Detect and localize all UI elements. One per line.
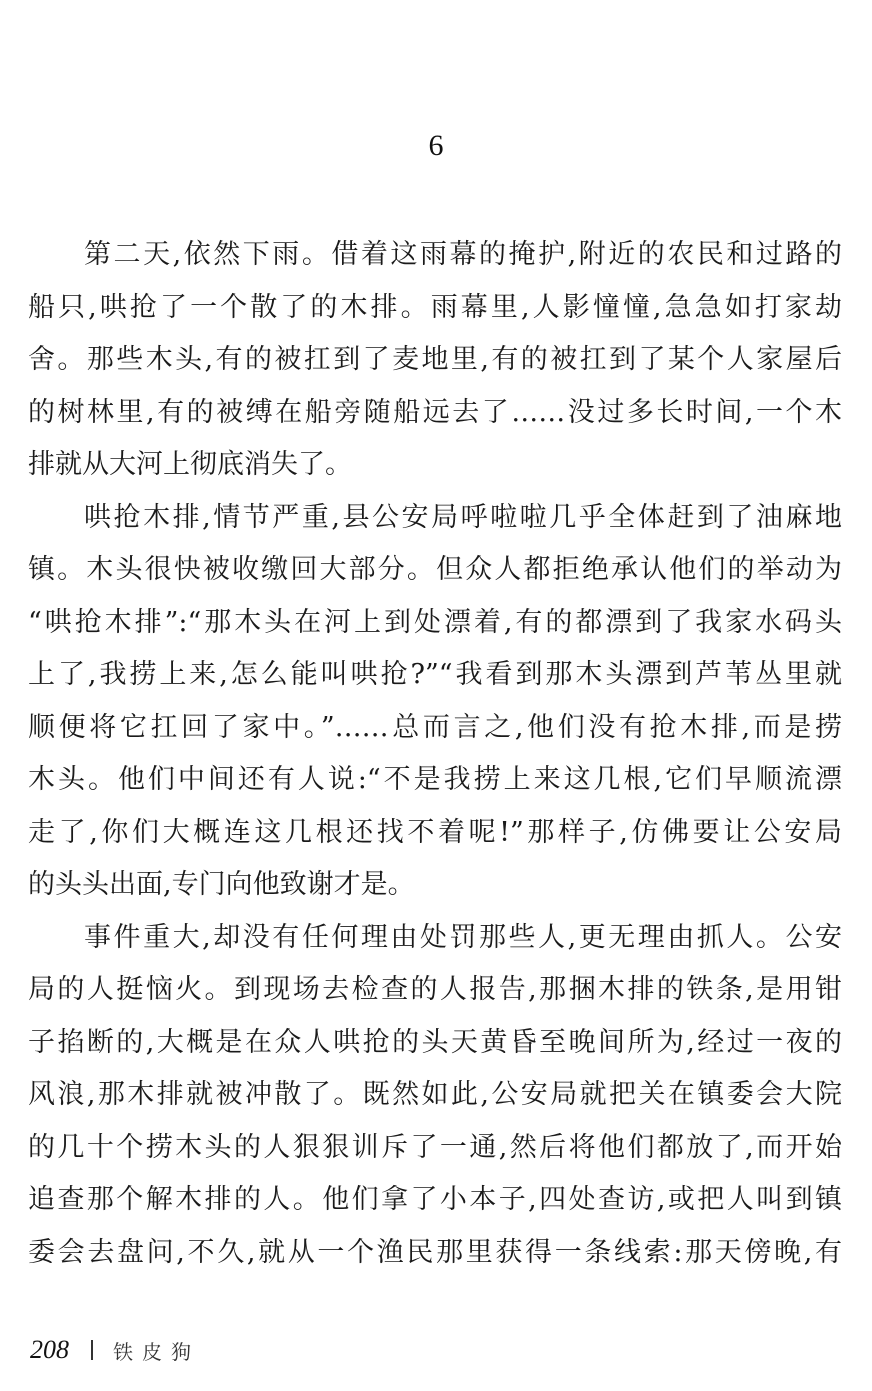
footer-divider xyxy=(91,1340,93,1360)
text-line: 的树林里,有的被缚在船旁随船远去了……没过多长时间,一个木 xyxy=(28,396,842,428)
text-line: 的几十个捞木头的人狠狠训斥了一通,然后将他们都放了,而开始 xyxy=(28,1131,842,1163)
text-line: 子掐断的,大概是在众人哄抢的头天黄昏至晚间所为,经过一夜的 xyxy=(28,1026,842,1058)
text-line: 上了,我捞上来,怎么能叫哄抢?”“我看到那木头漂到芦苇丛里就 xyxy=(28,659,842,690)
text-line: 追查那个解木排的人。他们拿了小本子,四处查访,或把人叫到镇 xyxy=(28,1184,842,1215)
page-footer xyxy=(30,1332,200,1368)
text-line: 船只,哄抢了一个散了的木排。雨幕里,人影憧憧,急急如打家劫 xyxy=(28,291,842,323)
text-line: “哄抢木排”:“那木头在河上到处漂着,有的都漂到了我家水码头 xyxy=(28,606,842,638)
chapter-number: 6 xyxy=(428,129,444,162)
text-line: 镇。木头很快被收缴回大部分。但众人都拒绝承认他们的举动为 xyxy=(28,554,842,585)
text-line: 第二天,依然下雨。借着这雨幕的掩护,附近的农民和过路的 xyxy=(84,239,842,270)
text-line: 事件重大,却没有任何理由处罚那些人,更无理由抓人。公安 xyxy=(84,921,842,953)
text-line: 哄抢木排,情节严重,县公安局呼啦啦几乎全体赶到了油麻地 xyxy=(84,501,842,533)
page-number: 208 xyxy=(30,1335,69,1364)
text-line: 局的人挺恼火。到现场去检查的人报告,那捆木排的铁条,是用钳 xyxy=(28,974,842,1005)
text-line: 委会去盘问,不久,就从一个渔民那里获得一条线索:那天傍晚,有 xyxy=(28,1236,842,1268)
text-line: 木头。他们中间还有人说:“不是我捞上来这几根,它们早顺流漂 xyxy=(28,764,842,795)
body-text xyxy=(28,229,842,1279)
text-line: 舍。那些木头,有的被扛到了麦地里,有的被扛到了某个人家屋后 xyxy=(28,344,842,375)
text-line: 的头头出面,专门向他致谢才是。 xyxy=(28,869,415,900)
text-line: 走了,你们大概连这几根还找不着呢!”那样子,仿佛要让公安局 xyxy=(28,816,842,848)
text-line: 顺便将它扛回了家中。”……总而言之,他们没有抢木排,而是捞 xyxy=(28,711,842,743)
text-line: 排就从大河上彻底消失了。 xyxy=(28,449,352,480)
book-title: 铁皮狗 xyxy=(113,1339,200,1364)
text-line: 风浪,那木排就被冲散了。既然如此,公安局就把关在镇委会大院 xyxy=(28,1079,842,1110)
